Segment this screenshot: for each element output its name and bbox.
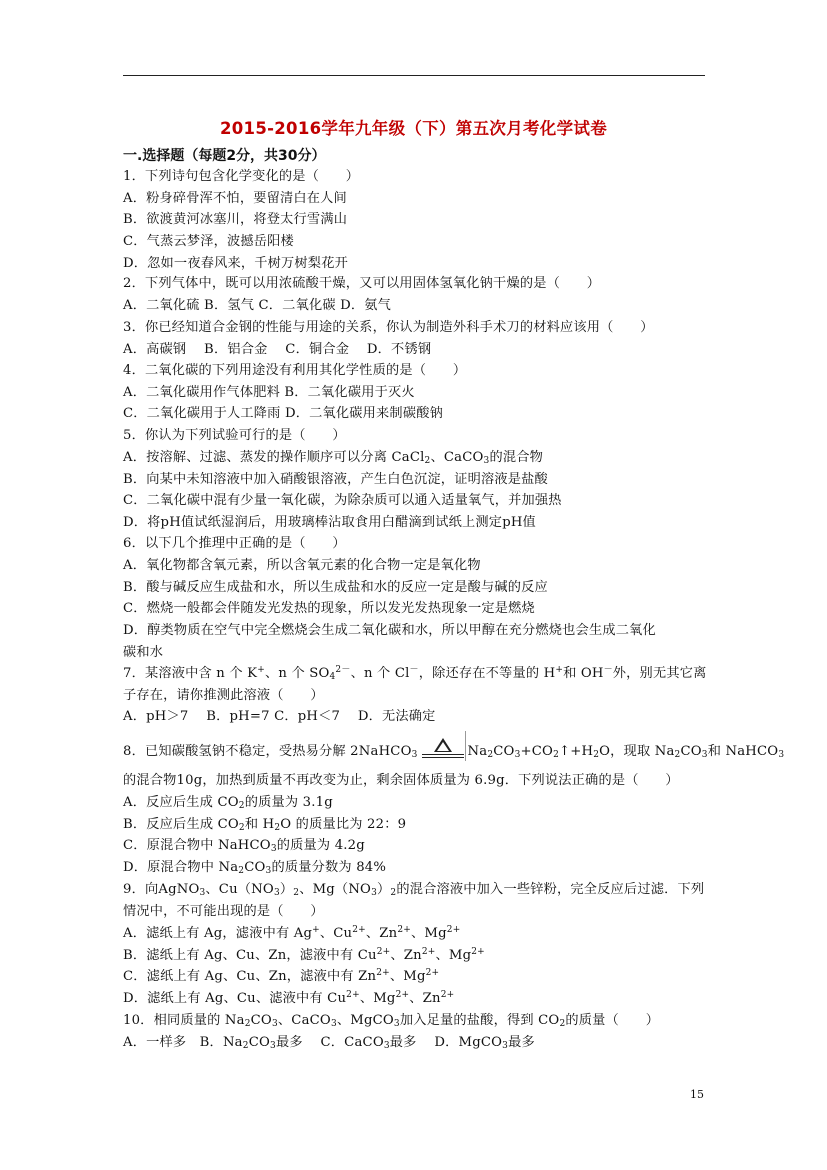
q5-option-c: C．二氧化碳中混有少量一氧化碳，为除杂质可以通入适量氧气，并加强热 bbox=[123, 493, 562, 508]
q8-option-c: C．原混合物中 NaHCO$_3$的质量为 4.2g bbox=[123, 838, 365, 854]
q6-option-d-line1: D．醇类物质在空气中完全燃烧会生成二氧化碳和水，所以甲醇在充分燃烧也会生成二氧化 bbox=[123, 623, 656, 638]
q8-option-d: D．原混合物中 $Na_2CO_3$的质量分数为 84% bbox=[123, 860, 387, 876]
q7-stem-line2: 子存在，请你推测此溶液（ ） bbox=[123, 688, 324, 703]
q2-options: A．二氧化硫 B．氢气 C．二氧化碳 D．氨气 bbox=[123, 298, 392, 313]
q9-stem-line2: 情况中，不可能出现的是（ ） bbox=[123, 904, 324, 919]
q8-option-a: A．反应后生成 $CO_2$的质量为 3.1g bbox=[123, 795, 333, 811]
q4-options-cd: C．二氧化碳用于人工降雨 D．二氧化碳用来制碳酸钠 bbox=[123, 406, 443, 421]
q2-stem: 2．下列气体中，既可以用浓硫酸干燥，又可以用固体氢氧化钠干燥的是（ ） bbox=[123, 276, 601, 291]
q5-option-d: D．将pH值试纸湿润后，用玻璃棒沾取食用白醋滴到试纸上测定pH值 bbox=[123, 515, 536, 530]
q6-option-d-line2: 碳和水 bbox=[123, 645, 164, 660]
q1-option-b: B．欲渡黄河冰塞川，将登太行雪满山 bbox=[123, 212, 348, 227]
page-title: 2015-2016学年九年级（下）第五次月考化学试卷 bbox=[220, 119, 607, 138]
q4-stem: 4．二氧化碳的下列用途没有利用其化学性质的是（ ） bbox=[123, 363, 467, 378]
q1-option-d: D．忽如一夜春风来，千树万树梨花开 bbox=[123, 256, 348, 271]
q7-options: A．pH＞7 B．pH=7 C．pH＜7 D．无法确定 bbox=[123, 709, 436, 724]
q8-stem-line2: 的混合物10g，加热到质量不再改变为止，剩余固体质量为 6.9g．下列说法正确的是（ ） bbox=[123, 773, 679, 788]
q5-option-b: B．向某中未知溶液中加入硝酸银溶液，产生白色沉淀，证明溶液是盐酸 bbox=[123, 472, 548, 487]
q7-stem-line1: 7．某溶液中含 n 个 K+、n 个 $SO_4^{2-}$、n 个 Cl－，除还存在不等量的 H+和 OH－外，别无其它离 bbox=[123, 665, 707, 682]
heating-arrow-icon bbox=[420, 737, 466, 761]
q9-stem-line1: 9．向AgNO$_3$、$Cu(NO_3)_2$、$Mg(NO_3)_2$的混合溶液中加入一些锌粉，完全反应后过滤．下列 bbox=[123, 882, 705, 898]
q10-options: A．一样多 B．$Na_2CO_3$最多 C．CaCO$_3$最多 D．MgCO$_3$最多 bbox=[123, 1035, 535, 1051]
q1-option-a: A．粉身碎骨浑不怕，要留清白在人间 bbox=[123, 191, 347, 206]
q3-stem: 3．你已经知道合金钢的性能与用途的关系，你认为制造外科手术刀的材料应该用（ ） bbox=[123, 320, 654, 335]
q9-option-b: B．滤纸上有 Ag、Cu、Zn，滤液中有 $Cu^{2+}$、$Zn^{2+}$、$Mg^{2+}$ bbox=[123, 947, 485, 963]
q5-option-a: A．按溶解、过滤、蒸发的操作顺序可以分离 CaCl$_2$、CaCO$_3$的混合物 bbox=[123, 450, 544, 466]
q3-options: A．高碳钢 B．铝合金 C．铜合金 D．不锈钢 bbox=[123, 342, 432, 357]
q6-stem: 6．以下几个推理中正确的是（ ） bbox=[123, 536, 346, 551]
q10-stem: 10．相同质量的 $Na_2CO_3$、CaCO$_3$、MgCO$_3$加入足量的盐酸，得到 $CO_2$的质量（ ） bbox=[123, 1013, 660, 1029]
header-rule bbox=[123, 75, 705, 76]
q6-option-b: B．酸与碱反应生成盐和水，所以生成盐和水的反应一定是酸与碱的反应 bbox=[123, 580, 548, 595]
q9-option-d: D．滤纸上有 Ag、Cu、滤液中有 $Cu^{2+}$、$Mg^{2+}$、$Zn^{2+}$ bbox=[123, 990, 455, 1006]
q8-option-b: B．反应后生成 $CO_2$和 $H_2O$ 的质量比为 22：9 bbox=[123, 817, 407, 833]
q1-option-c: C．气蒸云梦泽，波撼岳阳楼 bbox=[123, 234, 294, 249]
q4-options-ab: A．二氧化碳用作气体肥料 B．二氧化碳用于灭火 bbox=[123, 385, 415, 400]
q8-stem-line1: 8．已知碳酸氢钠不稳定，受热易分解 2NaHCO$_3$ $Na_2CO_3+CO_2↑+H_2O$，现取 $Na_2CO_3$和 NaHCO$_3$ bbox=[123, 737, 784, 761]
q9-option-a: A．滤纸上有 Ag，滤液中有 Ag+、$Cu^{2+}$、$Zn^{2+}$、$Mg^{2+}$ bbox=[123, 925, 461, 941]
q6-option-a: A．氧化物都含氧元素，所以含氧元素的化合物一定是氧化物 bbox=[123, 558, 481, 573]
q5-stem: 5．你认为下列试验可行的是（ ） bbox=[123, 428, 346, 443]
q9-option-c: C．滤纸上有 Ag、Cu、Zn，滤液中有 $Zn^{2+}$、$Mg^{2+}$ bbox=[123, 968, 440, 984]
q1-stem: 1．下列诗句包含化学变化的是（ ） bbox=[123, 169, 360, 184]
section-heading: 一.选择题（每题2分，共30分） bbox=[123, 148, 326, 164]
q6-option-c: C．燃烧一般都会伴随发光发热的现象，所以发光发热现象一定是燃烧 bbox=[123, 601, 535, 616]
page-number: 15 bbox=[690, 1088, 704, 1101]
